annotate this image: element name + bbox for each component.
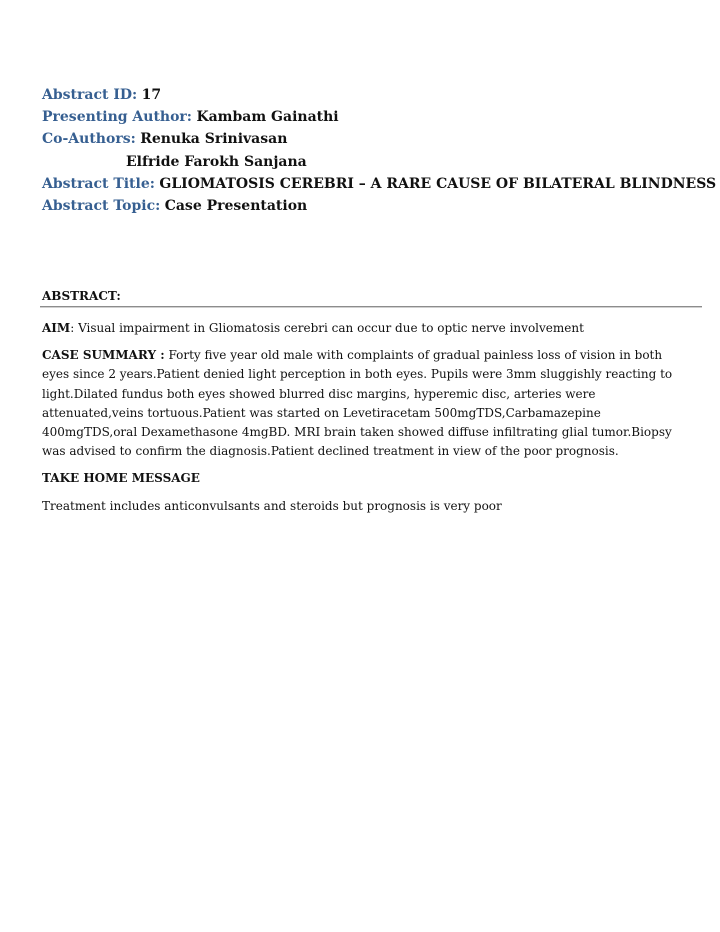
presenting-author-label: Presenting Author:: [42, 109, 192, 126]
case-summary-text: Forty five year old male with complaints of gradual painless loss of vision in both eyes since 2 years.Patient denied light perception in both eyes. Pupils were 3mm sluggishly reacting to light.Dilated fundus both eyes showed blurred disc margins, hyperemic disc, arteries were attenuated,veins tortuous.Patient was started on Levetiracetam 500mgTDS,Carbamazepine 400mgTDS,oral Dexamethasone 4mgBD. MRI brain taken showed diffuse infiltrating glial tumor.Biopsy was advised to confirm the diagnosis.Patient declined treatment in view of the poor prognosis.: [42, 348, 673, 459]
abstract-id-label: Abstract ID:: [42, 87, 138, 103]
aim-label: AIM: [42, 321, 71, 335]
abstract-id-value: 17: [141, 87, 162, 103]
abstract-topic-label: Abstract Topic:: [42, 198, 161, 215]
abstract-title-line: [42, 173, 717, 195]
abstract-title-label: Abstract Title:: [42, 175, 155, 192]
co-author-1: Renuka Srinivasan: [140, 131, 288, 148]
abstract-topic-value: Case Presentation: [164, 198, 308, 215]
co-authors-label: Co-Authors:: [42, 131, 136, 148]
presenting-author-value: Kambam Gainathi: [196, 109, 339, 126]
aim-text: : Visual impairment in Gliomatosis cerebri can occur due to optic nerve involvement: [70, 321, 584, 335]
co-authors-line-2: [42, 151, 702, 173]
presenting-author-line: [42, 106, 702, 128]
case-summary-paragraph: [42, 346, 692, 461]
abstract-topic-line: [42, 195, 702, 217]
case-summary-label: CASE SUMMARY :: [42, 348, 165, 363]
abstract-heading: ABSTRACT:: [42, 289, 121, 303]
take-home-text: Treatment includes anticonvulsants and steroids but prognosis is very poor: [42, 498, 502, 513]
abstract-id-line: [42, 84, 702, 106]
abstract-body: [42, 319, 692, 524]
abstract-title-value: GLIOMATOSIS CEREBRI – A RARE CAUSE OF BILATERAL BLINDNESS: [159, 175, 717, 192]
co-author-2: Elfride Farokh Sanjana: [126, 153, 307, 170]
abstract-header: [42, 84, 717, 217]
take-home-heading: TAKE HOME MESSAGE: [42, 471, 200, 486]
co-authors-line: [42, 128, 702, 150]
section-divider: [40, 306, 702, 308]
aim-paragraph: [42, 319, 692, 338]
